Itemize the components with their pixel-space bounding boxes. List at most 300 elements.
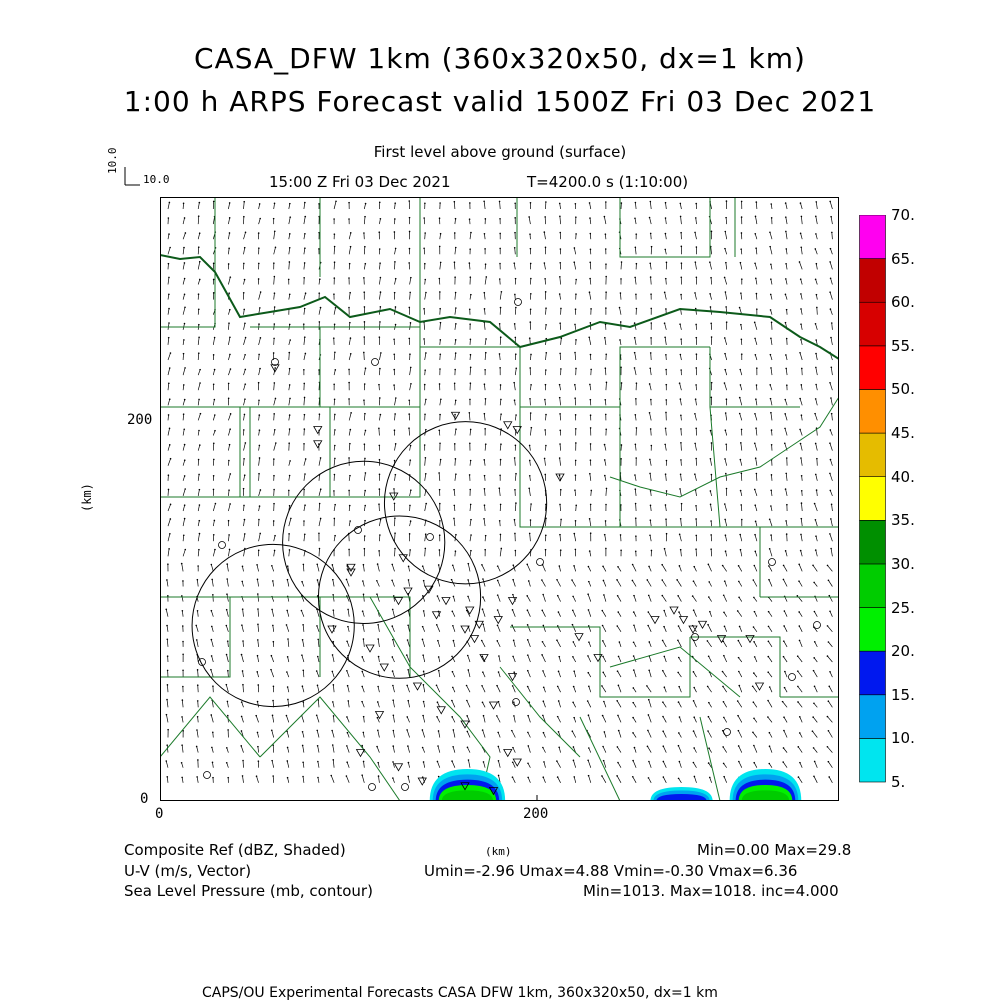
wind-vector-head (755, 427, 757, 429)
wind-vector-head (226, 578, 228, 580)
wind-vector-head (605, 520, 607, 522)
wind-vector (756, 428, 757, 435)
wind-vector (363, 611, 365, 617)
wind-vector (273, 625, 274, 631)
wind-vector (257, 776, 259, 783)
wind-vector-head (195, 625, 197, 627)
wind-vector-head (515, 278, 517, 280)
wind-vector (198, 399, 199, 405)
wind-vector (515, 248, 516, 255)
wind-vector (317, 715, 319, 722)
wind-vector-head (317, 639, 319, 641)
wind-vector (831, 278, 833, 284)
wind-vector (528, 687, 531, 693)
wind-vector-head (452, 671, 454, 673)
wind-vector (470, 367, 471, 375)
wind-vector-head (439, 503, 441, 505)
wind-vector (515, 368, 516, 375)
wind-vector (408, 640, 410, 647)
wind-vector-head (770, 490, 772, 492)
wind-vector (212, 626, 214, 631)
wind-vector (347, 717, 349, 722)
wind-vector-head (560, 519, 562, 521)
wind-vector-head (169, 444, 171, 446)
station-triangle (380, 664, 388, 671)
wind-vector-head (272, 700, 274, 702)
wind-vector (618, 685, 621, 692)
wind-vector-head (274, 429, 276, 431)
wind-vector-head (800, 457, 802, 459)
wind-vector-head (695, 505, 697, 507)
wind-vector (211, 611, 213, 617)
wind-vector-head (723, 701, 725, 703)
wind-vector-head (348, 369, 350, 371)
wind-vector-head (273, 218, 275, 220)
wind-vector (198, 474, 199, 480)
wind-vector-head (287, 565, 289, 567)
wind-vector-head (211, 579, 213, 581)
wind-vector-head (364, 443, 366, 445)
wind-vector-head (756, 293, 758, 295)
wind-vector-head (452, 564, 454, 566)
wind-vector-head (213, 459, 215, 461)
wind-vector (470, 520, 471, 526)
wind-vector (739, 686, 742, 693)
wind-vector-head (467, 579, 469, 581)
wind-vector (647, 686, 651, 692)
wind-vector-head (618, 685, 620, 687)
wind-vector (755, 355, 757, 360)
wind-vector-head (334, 518, 336, 520)
county-border (230, 597, 320, 677)
wind-vector (784, 626, 787, 632)
wind-vector-head (302, 762, 304, 764)
wind-vector-head (770, 354, 772, 356)
wind-vector-head (304, 428, 306, 430)
wind-vector-head (241, 730, 243, 732)
wind-vector (530, 385, 531, 390)
wind-vector (755, 657, 757, 662)
wind-vector-head (693, 566, 695, 568)
wind-vector-head (694, 292, 696, 294)
wind-vector (800, 399, 802, 406)
wind-vector (831, 367, 832, 375)
wind-vector-head (168, 337, 170, 339)
wind-vector (467, 641, 470, 647)
wind-vector-head (815, 233, 817, 235)
wind-vector-head (815, 443, 817, 445)
wind-vector (500, 548, 501, 556)
wind-vector (515, 415, 516, 420)
wind-vector-head (588, 625, 590, 627)
wind-vector-head (379, 336, 381, 338)
y-tick-200: 200 (127, 412, 152, 428)
wind-vector-head (695, 384, 697, 386)
wind-vector (484, 716, 486, 723)
wind-vector-head (485, 352, 487, 354)
wind-vector-head (289, 216, 291, 218)
wind-vector (452, 672, 454, 677)
wind-vector-head (392, 609, 394, 611)
wind-vector-head (302, 776, 304, 778)
wind-vector (482, 565, 485, 572)
wind-vector-head (678, 657, 680, 659)
wind-vector (725, 459, 727, 466)
wind-vector (483, 579, 485, 586)
wind-vector-head (575, 460, 577, 462)
wind-vector (665, 549, 667, 557)
wind-vector-head (575, 549, 577, 551)
wind-vector-head (229, 428, 231, 430)
wind-vector (274, 293, 275, 299)
wind-vector-head (633, 624, 635, 626)
wind-vector-head (767, 671, 769, 673)
wind-vector (183, 294, 184, 299)
wind-vector-head (543, 687, 545, 689)
wind-vector-head (304, 216, 306, 218)
wind-vector-head (604, 459, 606, 461)
wind-vector (317, 730, 319, 737)
wind-vector-head (275, 398, 277, 400)
colorbar-label: 60. (891, 293, 915, 311)
wind-vector (663, 777, 666, 783)
wind-vector (771, 490, 772, 496)
wind-vector-head (287, 579, 289, 581)
wind-vector-head (214, 430, 216, 432)
wind-vector (664, 627, 666, 632)
wind-vector (603, 672, 606, 677)
wind-vector-head (665, 384, 667, 386)
wind-vector (470, 535, 471, 541)
wind-vector (650, 218, 652, 225)
wind-vector-head (830, 548, 832, 550)
wind-vector-head (452, 625, 454, 627)
wind-vector-head (333, 337, 335, 339)
wind-vector-head (243, 263, 245, 265)
wind-vector (636, 504, 637, 511)
wind-vector-head (680, 216, 682, 218)
wind-stats: Umin=-2.96 Umax=4.88 Vmin=-0.30 Vmax=6.36 (424, 862, 797, 880)
wind-vector-head (393, 353, 395, 355)
wind-vector-head (410, 367, 412, 369)
wind-vector-head (665, 354, 667, 356)
station-triangle (504, 422, 512, 429)
wind-vector-head (529, 337, 531, 339)
wind-vector (755, 414, 757, 421)
wind-vector-head (738, 671, 740, 673)
wind-vector-head (394, 202, 396, 204)
wind-vector (228, 248, 229, 254)
wind-vector-head (348, 457, 350, 459)
wind-vector (800, 203, 802, 209)
wind-vector-head (199, 279, 201, 281)
wind-vector (318, 778, 319, 783)
wind-vector (740, 550, 741, 557)
wind-vector (725, 430, 726, 435)
wind-vector-head (258, 399, 260, 401)
wind-vector-head (711, 231, 713, 233)
wind-vector (559, 747, 560, 752)
wind-vector-head (635, 503, 637, 505)
wind-vector (395, 444, 396, 451)
wind-vector-head (649, 367, 651, 369)
wind-vector-head (799, 762, 801, 764)
vector-ref-x-label: 10.0 (143, 173, 170, 186)
wind-vector-head (485, 443, 487, 445)
wind-vector-head (363, 761, 365, 763)
wind-vector-head (785, 202, 787, 204)
wind-vector-head (499, 520, 501, 522)
wind-vector-head (466, 700, 468, 702)
wind-vector-head (665, 399, 667, 401)
wind-vector-head (226, 654, 228, 656)
wind-vector-head (513, 715, 515, 717)
wind-vector (289, 398, 290, 405)
wind-vector (211, 640, 213, 647)
wind-vector-head (601, 775, 603, 777)
wind-vector-head (545, 549, 547, 551)
wind-vector (741, 443, 742, 451)
wind-vector-head (800, 278, 802, 280)
wind-vector (635, 353, 636, 360)
wind-vector-head (512, 761, 514, 763)
wind-vector-head (241, 654, 243, 656)
wind-vector (574, 262, 575, 269)
wind-vector-head (422, 747, 424, 749)
wind-vector-head (771, 444, 773, 446)
wind-vector (333, 655, 335, 662)
wind-vector (832, 504, 833, 511)
wind-vector (303, 732, 304, 738)
wind-vector-head (621, 202, 623, 204)
wind-vector (182, 777, 183, 782)
station-triangle (395, 764, 403, 771)
wind-vector-head (169, 427, 171, 429)
wind-vector (362, 775, 364, 783)
wind-vector-head (814, 248, 816, 250)
wind-vector-head (648, 699, 650, 701)
wind-vector-head (708, 563, 710, 565)
wind-vector (770, 385, 772, 390)
wind-vector-head (364, 216, 366, 218)
wind-vector-head (800, 339, 802, 341)
wind-vector-head (334, 398, 336, 400)
wind-vector (739, 566, 742, 572)
wind-vector (498, 566, 501, 571)
wind-vector (603, 566, 606, 571)
station-triangle (452, 412, 460, 419)
wind-vector (588, 610, 590, 617)
wind-vector-head (588, 609, 590, 611)
wind-vector-head (814, 761, 816, 763)
wind-vector (739, 746, 742, 753)
wind-vector (588, 656, 591, 662)
wind-vector (560, 216, 561, 224)
wind-vector-head (378, 671, 380, 673)
wind-vector (771, 399, 772, 406)
wind-vector-head (649, 534, 651, 536)
wind-vector (198, 216, 199, 224)
wind-vector-head (527, 732, 529, 734)
wind-vector-head (364, 413, 366, 415)
wind-vector-head (545, 384, 547, 386)
wind-vector-head (214, 549, 216, 551)
wind-vector (515, 503, 516, 511)
wind-vector-head (258, 278, 260, 280)
wind-vector-head (695, 261, 697, 263)
wind-vector-head (500, 307, 502, 309)
wind-vector-head (800, 550, 802, 552)
wind-vector (393, 671, 395, 677)
wind-vector-head (541, 579, 543, 581)
wind-vector-head (378, 384, 380, 386)
wind-vector-head (469, 489, 471, 491)
wind-vector-head (333, 293, 335, 295)
wind-vector (560, 414, 561, 421)
wind-vector-head (590, 369, 592, 371)
wind-vector (410, 490, 411, 496)
wind-vector-head (305, 353, 307, 355)
wind-vector-head (573, 760, 575, 762)
wind-vector (183, 550, 185, 557)
wind-vector-head (439, 368, 441, 370)
wind-vector-head (693, 730, 695, 732)
wind-vector (830, 473, 832, 480)
wind-vector-head (243, 488, 245, 490)
wind-vector (467, 701, 470, 708)
wind-vector-head (244, 247, 246, 249)
wind-vector-head (228, 534, 230, 536)
wind-vector-head (515, 353, 517, 355)
wind-vector (198, 203, 199, 209)
wind-vector (617, 701, 621, 708)
wind-vector (798, 702, 802, 707)
wind-vector-head (572, 702, 574, 704)
wind-vector-head (424, 203, 426, 205)
wind-vector (168, 415, 169, 420)
wind-vector-head (286, 610, 288, 612)
wind-vector (708, 686, 712, 692)
wind-vector-head (559, 430, 561, 432)
wind-vector-head (242, 565, 244, 567)
wind-vector (588, 594, 591, 601)
wind-vector-head (830, 429, 832, 431)
wind-vector-head (364, 520, 366, 522)
wind-vector-head (335, 201, 337, 203)
wind-vector (755, 505, 757, 511)
wind-vector-head (635, 535, 637, 537)
wind-vector (709, 703, 712, 708)
wind-vector (317, 685, 319, 692)
wind-vector-head (767, 656, 769, 658)
wind-vector (227, 594, 228, 601)
wind-vector-head (816, 307, 818, 309)
wind-vector-head (681, 246, 683, 248)
wind-vector-head (678, 625, 680, 627)
wind-vector (198, 611, 199, 617)
wind-vector-head (184, 262, 186, 264)
wind-vector-head (228, 489, 230, 491)
wind-vector (287, 580, 288, 587)
wind-vector (606, 382, 607, 390)
wind-vector-head (348, 218, 350, 220)
wind-vector-head (633, 669, 635, 671)
wind-vector (784, 565, 788, 571)
wind-vector-head (485, 398, 487, 400)
wind-vector-head (559, 232, 561, 234)
wind-vector-head (784, 610, 786, 612)
wind-vector (756, 474, 757, 481)
wind-vector-head (604, 475, 606, 477)
wind-vector (617, 747, 621, 753)
wind-vector-head (423, 580, 425, 582)
wind-vector-head (526, 595, 528, 597)
wind-vector (786, 473, 787, 480)
wind-vector-head (497, 609, 499, 611)
wind-vector (741, 293, 742, 299)
wind-vector (678, 626, 681, 632)
wind-vector-head (797, 670, 799, 672)
wind-vector-head (454, 443, 456, 445)
wind-vector-head (455, 247, 457, 249)
wind-vector-head (214, 369, 216, 371)
wind-vector-head (423, 247, 425, 249)
wind-vector (546, 518, 547, 526)
wind-vector (452, 611, 455, 616)
wind-vector-head (800, 308, 802, 310)
wind-vector-head (469, 474, 471, 476)
wind-vector-head (634, 488, 636, 490)
wind-vector-head (482, 608, 484, 610)
wind-vector (198, 670, 199, 677)
wind-vector-head (287, 686, 289, 688)
wind-vector-head (258, 247, 260, 249)
wind-vector (604, 217, 606, 224)
wind-vector (828, 762, 832, 768)
wind-vector-head (350, 412, 352, 414)
wind-vector-head (512, 685, 514, 687)
wind-vector-head (662, 730, 664, 732)
wind-vector-head (275, 442, 277, 444)
colorbar-label: 35. (891, 511, 915, 529)
wind-vector-head (755, 520, 757, 522)
wind-vector (575, 353, 576, 360)
wind-vector-head (677, 640, 679, 642)
wind-vector-head (438, 564, 440, 566)
wind-vector-head (391, 656, 393, 658)
wind-vector-head (273, 338, 275, 340)
wind-vector-head (484, 549, 486, 551)
wind-vector-head (755, 216, 757, 218)
wind-vector-head (665, 233, 667, 235)
wind-vector (425, 548, 426, 556)
wind-vector (633, 565, 636, 572)
wind-vector (800, 763, 802, 768)
wind-vector-head (573, 670, 575, 672)
wind-vector (348, 686, 350, 693)
wind-vector-head (304, 202, 306, 204)
wind-vector-head (801, 414, 803, 416)
wind-vector-head (590, 249, 592, 251)
wind-vector-head (259, 445, 261, 447)
wind-vector-head (514, 202, 516, 204)
wind-vector-head (797, 655, 799, 657)
wind-vector (244, 202, 245, 209)
wind-vector-head (814, 641, 816, 643)
wind-vector (304, 505, 305, 511)
wind-vector-head (500, 384, 502, 386)
wind-vector-head (709, 777, 711, 779)
